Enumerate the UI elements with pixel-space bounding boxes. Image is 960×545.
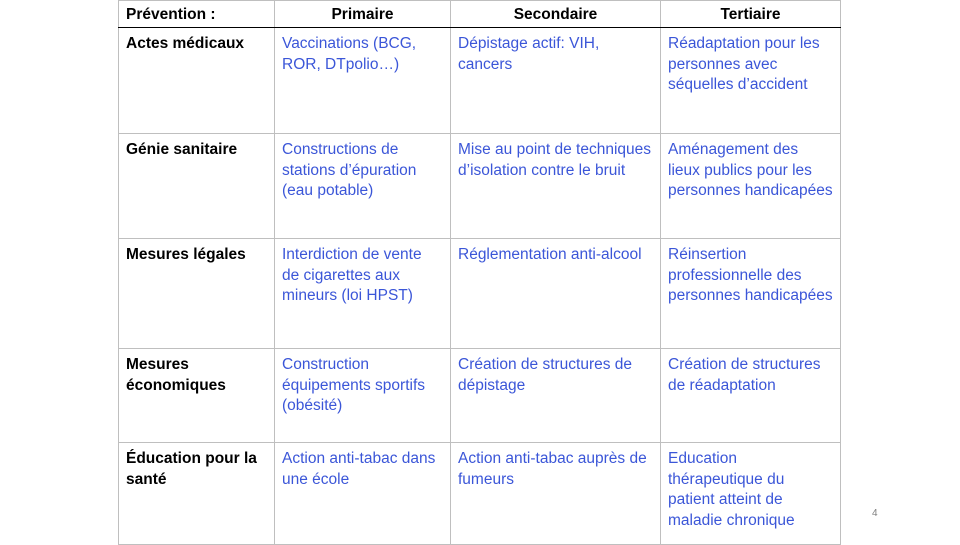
- table-row: [119, 134, 841, 239]
- cell-secondaire: Création de structures de dépistage: [451, 349, 661, 443]
- cell-primaire: Constructions de stations d’épuration (eau potable): [275, 134, 451, 239]
- row-label: Mesures légales: [119, 239, 275, 349]
- cell-secondaire: Dépistage actif: VIH, cancers: [451, 28, 661, 134]
- header-primaire: Primaire: [275, 1, 451, 28]
- row-label: Génie sanitaire: [119, 134, 275, 239]
- cell-secondaire: Réglementation anti-alcool: [451, 239, 661, 349]
- cell-tertiaire: Création de structures de réadaptation: [661, 349, 841, 443]
- cell-primaire: Construction équipements sportifs (obésité): [275, 349, 451, 443]
- header-prevention: Prévention :: [119, 1, 275, 28]
- cell-primaire: Interdiction de vente de cigarettes aux mineurs (loi HPST): [275, 239, 451, 349]
- cell-tertiaire: Réinsertion professionnelle des personnes handicapées: [661, 239, 841, 349]
- table-row: [119, 28, 841, 134]
- cell-secondaire: Action anti-tabac auprès de fumeurs: [451, 443, 661, 545]
- cell-primaire: Vaccinations (BCG, ROR, DTpolio…): [275, 28, 451, 134]
- cell-primaire: Action anti-tabac dans une école: [275, 443, 451, 545]
- table-row: [119, 443, 841, 545]
- row-label: Éducation pour la santé: [119, 443, 275, 545]
- header-tertiaire: Tertiaire: [661, 1, 841, 28]
- cell-secondaire: Mise au point de techniques d’isolation contre le bruit: [451, 134, 661, 239]
- cell-tertiaire: Aménagement des lieux publics pour les personnes handicapées: [661, 134, 841, 239]
- table-row: [119, 239, 841, 349]
- header-secondaire: Secondaire: [451, 1, 661, 28]
- cell-tertiaire: Education thérapeutique du patient atteint de maladie chronique: [661, 443, 841, 545]
- row-label: Actes médicaux: [119, 28, 275, 134]
- page-number: 4: [872, 508, 878, 519]
- table-header-row: [119, 1, 841, 28]
- row-label: Mesures économiques: [119, 349, 275, 443]
- prevention-table: [118, 0, 841, 545]
- table-row: [119, 349, 841, 443]
- cell-tertiaire: Réadaptation pour les personnes avec séquelles d’accident: [661, 28, 841, 134]
